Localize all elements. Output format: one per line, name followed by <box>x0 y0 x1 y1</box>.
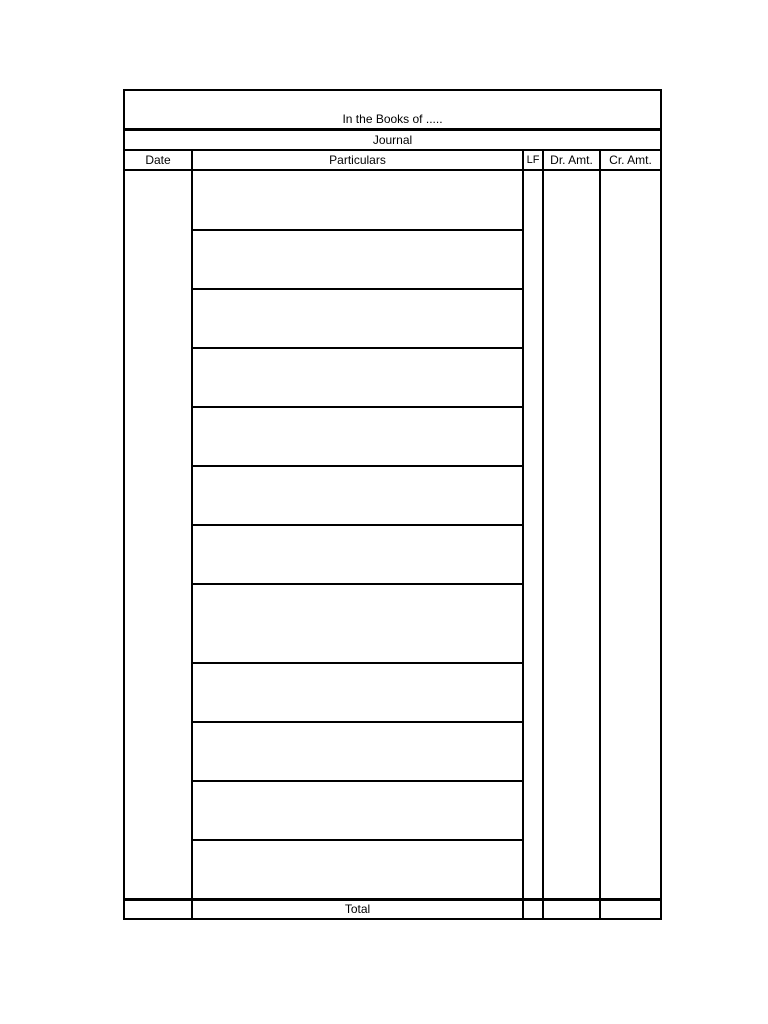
entry-separator <box>192 780 523 782</box>
entry-separator <box>192 662 523 664</box>
title-rule <box>123 128 662 131</box>
entry-separator <box>192 288 523 290</box>
entry-separator <box>192 406 523 408</box>
border-left <box>123 89 125 920</box>
total-label: Total <box>344 902 371 916</box>
dr-amt-column-header: Dr. Amt. <box>550 153 593 167</box>
dr-column-rule <box>599 150 601 920</box>
entry-separator <box>192 465 523 467</box>
entry-separator <box>192 583 523 585</box>
border-top <box>123 89 662 91</box>
lf-column-header: LF <box>526 154 540 166</box>
books-of-title: In the Books of ..... <box>342 112 443 126</box>
cr-amt-column-header: Cr. Amt. <box>609 153 652 167</box>
entry-separator <box>192 524 523 526</box>
particulars-column-header: Particulars <box>329 153 386 167</box>
journal-heading: Journal <box>372 133 413 147</box>
particulars-column-rule <box>522 150 524 920</box>
journal-rule <box>123 149 662 151</box>
column-header-rule <box>123 169 662 171</box>
border-bottom <box>123 918 662 920</box>
entry-separator <box>192 347 523 349</box>
entry-separator <box>192 839 523 841</box>
lf-column-rule <box>542 150 544 920</box>
border-right <box>660 89 662 920</box>
date-column-header: Date <box>145 153 171 167</box>
total-rule <box>123 898 662 901</box>
date-column-rule <box>191 150 193 920</box>
entry-separator <box>192 229 523 231</box>
entry-separator <box>192 721 523 723</box>
